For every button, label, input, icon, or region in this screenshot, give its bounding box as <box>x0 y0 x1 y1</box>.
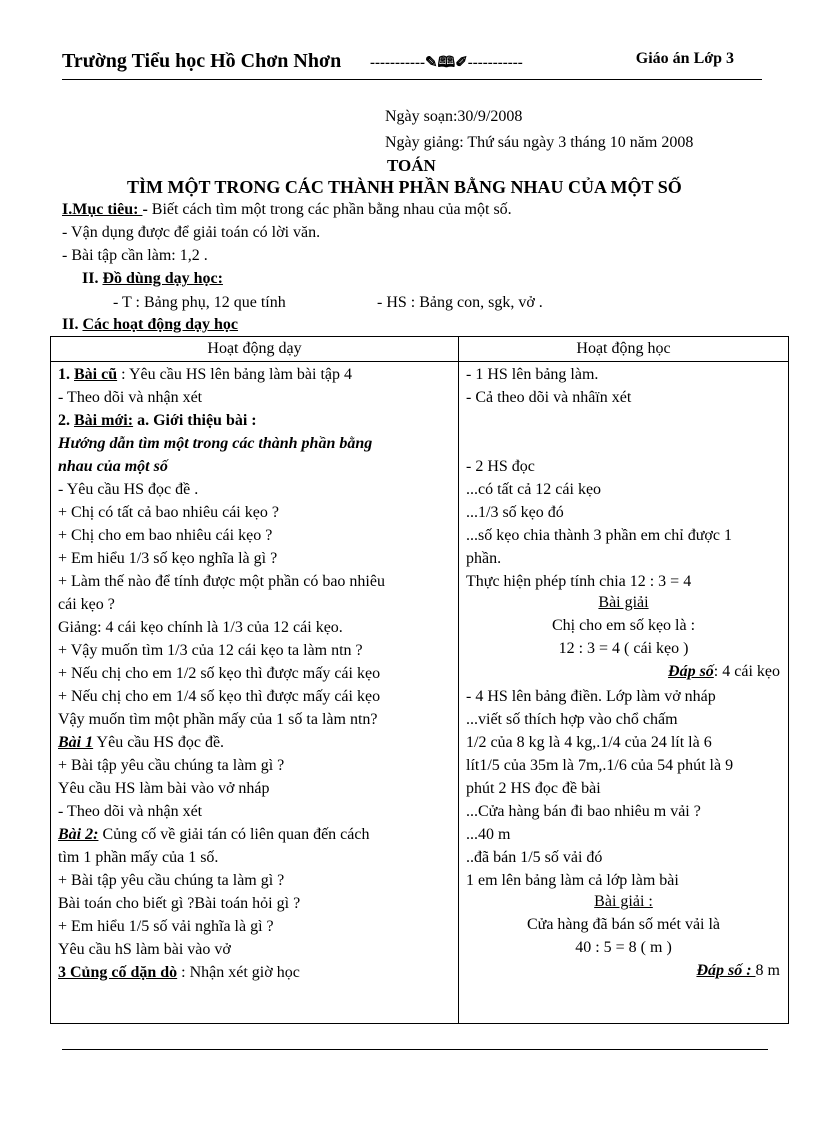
teacher-line: + Vậy muốn tìm 1/3 của 12 cái kẹo ta làm ntn ? <box>58 642 363 659</box>
teacher-line: + Chị cho em bao nhiêu cái kẹo ? <box>58 527 273 544</box>
answer-value: : 4 cái kẹo <box>713 663 780 680</box>
student-line: ...Cửa hàng bán đi bao nhiêu m vải ? <box>466 803 701 820</box>
teacher-text: : Yêu cầu HS lên bảng làm bài tập 4 <box>117 366 353 383</box>
header-rule <box>62 79 762 80</box>
teacher-line <box>58 732 224 754</box>
teacher-line: Bài toán cho biết gì ?Bài toán hỏi gì ? <box>58 895 301 912</box>
teacher-line: + Làm thế nào để tính được một phần có bao nhiêu <box>58 573 385 590</box>
activities-label: Các hoạt động dạy học <box>82 316 239 333</box>
materials-prefix: II. <box>82 270 103 287</box>
date-taught: Ngày giảng: Thứ sáu ngày 3 tháng 10 năm 2008 <box>385 134 694 151</box>
teacher-heading: 3 Củng cố dặn dò <box>58 964 178 981</box>
student-line: 12 : 3 = 4 ( cái kẹo ) <box>558 640 689 657</box>
student-line: 1 em lên bảng làm cả lớp làm bài <box>466 872 679 889</box>
teacher-line: - Yêu cầu HS đọc đề . <box>58 481 199 498</box>
solution-heading: Bài giải : <box>594 893 653 910</box>
teacher-line: Yêu cầu HS làm bài vào vở nháp <box>58 780 270 797</box>
teacher-line: Hướng dẫn tìm một trong các thành phần bằng <box>58 435 373 452</box>
student-line <box>459 893 788 911</box>
objectives-label: I.Mục tiêu: <box>62 201 143 218</box>
student-line: 1/2 của 8 kg là 4 kg,.1/4 của 24 lít là 6 <box>466 734 712 751</box>
activities-prefix: II. <box>62 316 83 333</box>
answer-value: 8 m <box>755 962 780 979</box>
answer-label: Đáp số : <box>696 962 756 979</box>
activities-heading <box>62 316 238 334</box>
objectives-line-1 <box>62 201 512 219</box>
student-line <box>668 663 780 681</box>
teacher-line: + Em hiểu 1/5 số vải nghĩa là gì ? <box>58 918 274 935</box>
teacher-num: 2. <box>58 412 74 429</box>
objective-2: - Vận dụng được để giải toán có lời văn. <box>62 224 321 241</box>
teacher-line: - Theo dõi và nhận xét <box>58 803 203 820</box>
answer-label: Đáp số <box>668 663 714 680</box>
student-line: 40 : 5 = 8 ( m ) <box>575 939 672 956</box>
activities-table <box>50 336 789 1024</box>
teacher-line: Giảng: 4 cái kẹo chính là 1/3 của 12 cái kẹo. <box>58 619 343 636</box>
objective-1: Biết cách tìm một trong các phần bằng nhau của một số. <box>147 201 512 218</box>
teacher-text: a. Giới thiệu bài : <box>133 412 257 429</box>
student-line: - 1 HS lên bảng làm. <box>466 366 599 383</box>
teacher-column <box>51 362 459 1024</box>
student-line: - 2 HS đọc <box>466 458 535 475</box>
student-column-header: Hoạt động học <box>459 337 789 362</box>
student-line: ...viết số thích hợp vào chổ chấm <box>466 711 678 728</box>
student-line: ...có tất cả 12 cái kẹo <box>466 481 602 498</box>
teacher-text: : Nhận xét giờ học <box>177 964 300 981</box>
student-line: ...40 m <box>466 826 511 843</box>
teacher-num: 1. <box>58 366 74 383</box>
teacher-column-header: Hoạt động dạy <box>51 337 459 362</box>
student-line: ...1/3 số kẹo đó <box>466 504 564 521</box>
student-line: ..đã bán 1/5 số vải đó <box>466 849 603 866</box>
teacher-line: + Nếu chị cho em 1/4 số kẹo thì được mấy cái kẹo <box>58 688 381 705</box>
objective-3: - Bài tập cần làm: 1,2 . <box>62 247 208 264</box>
teacher-heading: Bài 1 <box>58 734 94 751</box>
student-line: ...số kẹo chia thành 3 phần em chỉ được 1 <box>466 527 732 544</box>
teacher-text: Yêu cầu HS đọc đề. <box>93 734 225 751</box>
teacher-heading: Bài cũ <box>74 366 118 383</box>
lesson-title: TÌM MỘT TRONG CÁC THÀNH PHẦN BẰNG NHAU CỦA MỘT SỐ <box>127 177 682 197</box>
teacher-line: nhau của một số <box>58 458 168 475</box>
teacher-line: Yêu cầu hS làm bài vào vở <box>58 941 231 958</box>
student-line <box>459 594 788 612</box>
materials-student: - HS : Bảng con, sgk, vở . <box>377 294 543 311</box>
teacher-line: + Em hiểu 1/3 số kẹo nghĩa là gì ? <box>58 550 278 567</box>
header-ornament: -----------✎🕮✐----------- <box>370 55 523 71</box>
date-prepared: Ngày soạn:30/9/2008 <box>385 108 523 125</box>
student-line: - 4 HS lên bảng điền. Lớp làm vở nháp <box>466 688 716 705</box>
teacher-line: - Theo dõi và nhận xét <box>58 389 203 406</box>
materials-label: Đồ dùng dạy học: <box>102 270 223 287</box>
teacher-heading: Bài 2: <box>58 826 99 843</box>
student-line: Chị cho em số kẹo là : <box>551 617 696 634</box>
school-name: Trường Tiểu học Hồ Chơn Nhơn <box>62 50 342 72</box>
student-line: phút 2 HS đọc đề bài <box>466 780 601 797</box>
teacher-line: tìm 1 phần mấy của 1 số. <box>58 849 219 866</box>
footer-rule <box>62 1049 768 1050</box>
teacher-line: + Bài tập yêu cầu chúng ta làm gì ? <box>58 757 285 774</box>
plan-label: Giáo án Lớp 3 <box>635 50 734 67</box>
teacher-line <box>58 824 369 846</box>
teacher-line <box>58 410 257 432</box>
student-line: Cửa hàng đã bán số mét vải là <box>526 916 721 933</box>
teacher-line: + Bài tập yêu cầu chúng ta làm gì ? <box>58 872 285 889</box>
student-line: phần. <box>466 550 502 567</box>
materials-heading <box>82 270 223 288</box>
materials-teacher: - T : Bảng phụ, 12 que tính <box>113 294 286 311</box>
student-line: - Cả theo dõi và nhâïn xét <box>466 389 632 406</box>
teacher-line <box>58 962 300 984</box>
teacher-line <box>58 364 352 386</box>
teacher-heading: Bài mới: <box>74 412 134 429</box>
subject-title: TOÁN <box>387 156 436 175</box>
student-line: lít1/5 của 35m là 7m,.1/6 của 54 phút là 9 <box>466 757 734 774</box>
objectives-dash: - <box>142 201 148 218</box>
teacher-line: cái kẹo ? <box>58 596 115 613</box>
student-line <box>696 962 780 980</box>
student-line: Thực hiện phép tính chia 12 : 3 = 4 <box>466 573 692 590</box>
teacher-line: + Chị có tất cả bao nhiêu cái kẹo ? <box>58 504 279 521</box>
student-column <box>459 362 789 1024</box>
teacher-line: + Nếu chị cho em 1/2 số kẹo thì được mấy cái kẹo <box>58 665 381 682</box>
teacher-text: Củng cố về giải tán có liên quan đến cách <box>98 826 370 843</box>
teacher-line: Vậy muốn tìm một phần mấy của 1 số ta làm ntn? <box>58 711 378 728</box>
solution-heading: Bài giải <box>598 594 649 611</box>
